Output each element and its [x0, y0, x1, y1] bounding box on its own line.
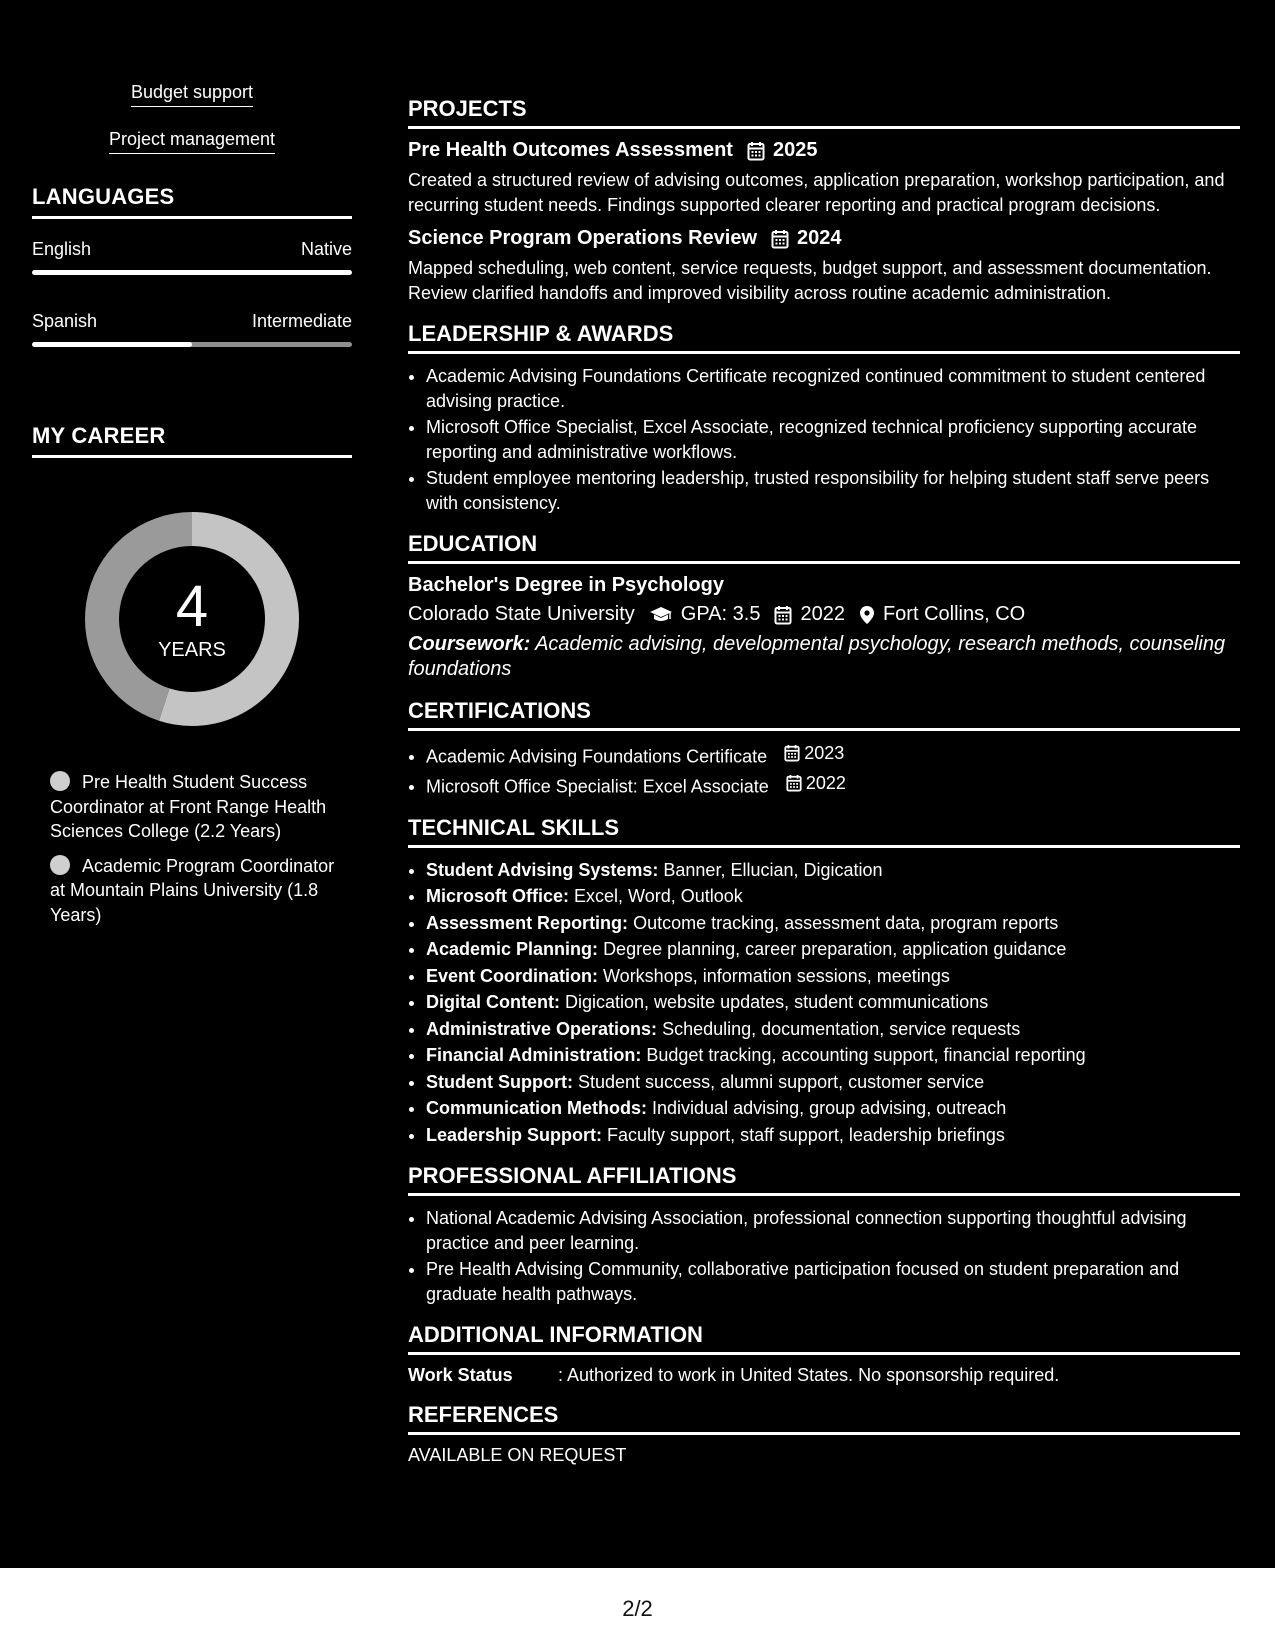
calendar-icon — [747, 141, 765, 161]
gpa: GPA: 3.5 — [680, 603, 761, 625]
project-description: Created a structured review of advising outcomes, application preparation, workshop participation, and recurring student needs. Findings supported clearer reporting and practical program decisions. — [408, 170, 1225, 215]
project-title: Pre Health Outcomes Assessment 2025 — [408, 139, 818, 161]
education-section — [408, 531, 1240, 682]
coursework — [408, 632, 1240, 682]
calendar-icon — [774, 605, 792, 625]
language-item — [32, 239, 352, 275]
work-status-value: : Authorized to work in United States. No sponsorship required. — [558, 1365, 1060, 1385]
language-proficiency-fill — [32, 342, 192, 347]
additional-info-heading: ADDITIONAL INFORMATION — [408, 1322, 1240, 1355]
graduation-cap-icon — [649, 606, 673, 624]
list-item: • Administrative Operations: Scheduling, documentation, service requests — [426, 1017, 1240, 1042]
page-number: 2/2 — [622, 1596, 653, 1621]
language-name: Spanish — [32, 311, 98, 331]
list-item: • Student employee mentoring leadership, trusted responsibility for helping student staff serve peers with consistency. — [426, 466, 1240, 515]
career-years-unit: YEARS — [158, 638, 226, 661]
location-pin-icon — [859, 605, 875, 625]
education-heading: EDUCATION — [408, 531, 1240, 564]
references-heading: REFERENCES — [408, 1402, 1240, 1435]
coursework-text: Academic advising, developmental psychology, research methods, counseling foundations — [408, 633, 1226, 680]
leadership-list — [408, 364, 1240, 515]
certifications-heading: CERTIFICATIONS — [408, 698, 1240, 731]
certifications-section — [408, 698, 1240, 799]
certification-year: 2022 — [805, 772, 846, 793]
language-proficiency-bar — [32, 342, 352, 347]
list-item: • Student Advising Systems: Banner, Ellucian, Digication — [426, 858, 1240, 883]
certification-year: 2023 — [804, 743, 845, 763]
career-years-number: 4 — [175, 573, 209, 639]
skill-tag-budget-support[interactable]: Budget support — [131, 82, 253, 107]
references-text: AVAILABLE ON REQUEST — [408, 1445, 627, 1465]
list-item: • Financial Administration: Budget tracking, accounting support, financial reporting — [426, 1043, 1240, 1068]
list-item: • Pre Health Advising Community, collaborative participation focused on student preparation and graduate health pathways. — [426, 1257, 1240, 1306]
language-level: Intermediate — [251, 311, 352, 331]
list-item: • National Academic Advising Association, professional connection supporting thoughtful advising practice and peer learning. — [426, 1206, 1240, 1255]
work-status-label: Work Status — [408, 1365, 513, 1385]
main-column — [408, 96, 1240, 1482]
career-dot-icon — [50, 855, 70, 875]
list-item: • Academic Advising Foundations Certificate 2023 — [426, 741, 1240, 769]
calendar-icon — [786, 774, 802, 792]
list-item: • Leadership Support: Faculty support, staff support, leadership briefings — [426, 1123, 1240, 1148]
list-item: • Assessment Reporting: Outcome tracking, assessment data, program reports — [426, 911, 1240, 936]
calendar-icon — [771, 229, 789, 249]
affiliations-list — [408, 1206, 1240, 1306]
project-title: Science Program Operations Review 2024 — [408, 227, 842, 249]
career-item: Academic Program Coordinator at Mountain Plains University (1.8 Years) — [50, 855, 335, 925]
certifications-list — [408, 741, 1240, 799]
list-item: • Academic Advising Foundations Certificate recognized continued commitment to student centered advising practice. — [426, 364, 1240, 413]
language-name: English — [32, 239, 92, 259]
languages-heading: LANGUAGES — [32, 184, 352, 219]
list-item: • Event Coordination: Workshops, information sessions, meetings — [426, 964, 1240, 989]
career-item: Pre Health Student Success Coordinator at Front Range Health Sciences College (2.2 Years) — [50, 772, 327, 841]
list-item: • Microsoft Office: Excel, Word, Outlook — [426, 884, 1240, 909]
list-item: • Communication Methods: Individual advising, group advising, outreach — [426, 1096, 1240, 1121]
language-item — [32, 311, 352, 347]
career-heading: MY CAREER — [32, 423, 352, 458]
list-item: • Microsoft Office Specialist, Excel Associate, recognized technical proficiency supporting accurate reporting and administrative workflows. — [426, 415, 1240, 464]
work-status-row — [408, 1365, 1240, 1386]
leadership-section — [408, 321, 1240, 515]
education-meta — [408, 603, 1240, 626]
language-level: Native — [300, 239, 352, 259]
career-list — [50, 770, 335, 927]
project-year: 2024 — [797, 227, 842, 249]
sidebar — [32, 82, 352, 937]
school-name: Colorado State University — [408, 603, 635, 625]
additional-info-section — [408, 1322, 1240, 1386]
projects-heading: PROJECTS — [408, 96, 1240, 129]
page-footer — [0, 1568, 1275, 1650]
affiliations-heading: PROFESSIONAL AFFILIATIONS — [408, 1163, 1240, 1196]
list-item: • Microsoft Office Specialist: Excel Associate 2022 — [426, 771, 1240, 799]
project-description: Mapped scheduling, web content, service requests, budget support, and assessment documentation. Review clarified handoffs and improved visibility across routine academic administration. — [408, 258, 1212, 303]
coursework-label: Coursework: — [408, 633, 531, 655]
skill-tag-project-management[interactable]: Project management — [109, 129, 275, 154]
technical-skills-list — [408, 858, 1240, 1148]
language-proficiency-bar — [32, 270, 352, 275]
affiliations-section — [408, 1163, 1240, 1306]
list-item: • Academic Planning: Degree planning, career preparation, application guidance — [426, 937, 1240, 962]
technical-skills-section — [408, 815, 1240, 1148]
project-year: 2025 — [772, 139, 818, 161]
projects-section — [408, 96, 1240, 305]
list-item: • Digital Content: Digication, website updates, student communications — [426, 990, 1240, 1015]
technical-skills-heading: TECHNICAL SKILLS — [408, 815, 1240, 848]
list-item: • Student Support: Student success, alumni support, customer service — [426, 1070, 1240, 1095]
career-donut-chart — [77, 504, 307, 734]
references-section — [408, 1402, 1240, 1466]
leadership-heading: LEADERSHIP & AWARDS — [408, 321, 1240, 354]
career-dot-icon — [50, 771, 70, 791]
degree-title: Bachelor's Degree in Psychology — [408, 574, 724, 596]
graduation-year: 2022 — [800, 603, 845, 625]
calendar-icon — [784, 744, 800, 762]
school-location: Fort Collins, CO — [882, 603, 1026, 625]
language-proficiency-fill — [32, 270, 352, 275]
